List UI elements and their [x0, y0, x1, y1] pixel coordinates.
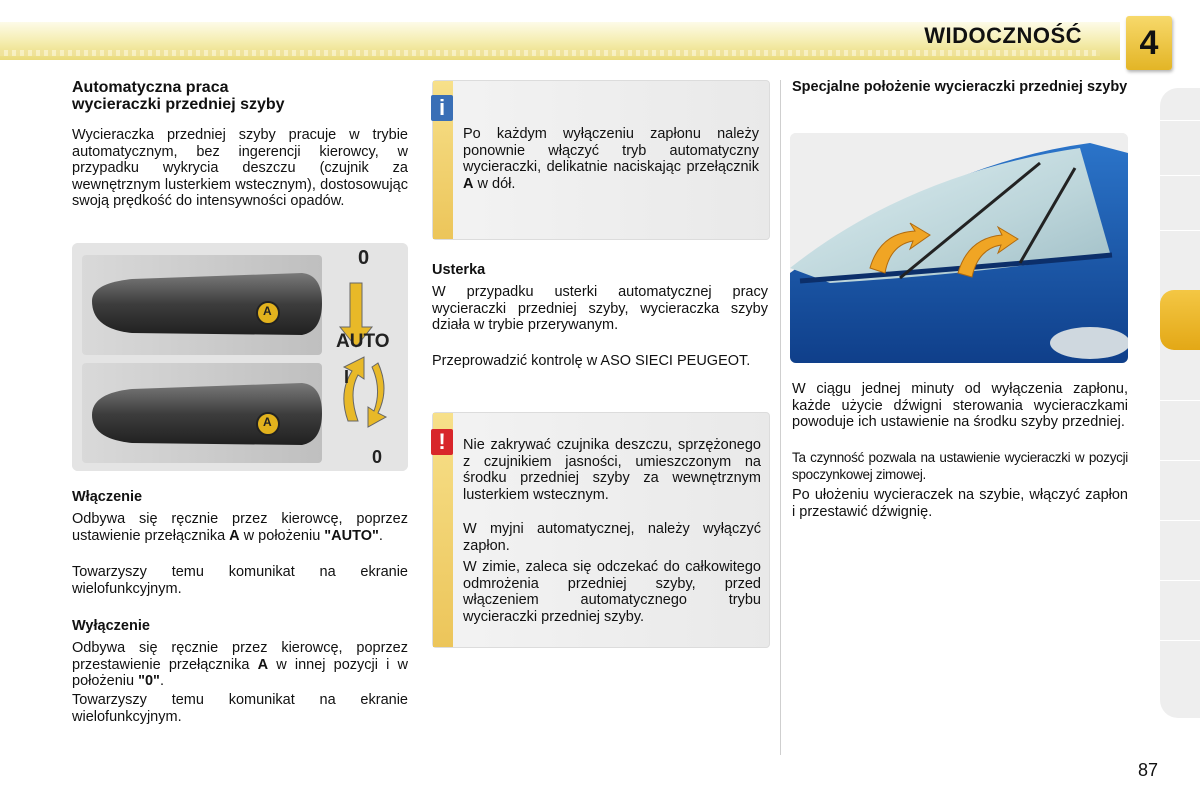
- off-switch-a: A: [257, 656, 269, 673]
- left-title-line2: wycieraczki przedniej szyby: [72, 96, 285, 113]
- on-text-3: .: [378, 527, 383, 544]
- tab-divider: [1160, 230, 1200, 231]
- left-title: [72, 79, 412, 113]
- fault-paragraph-1: W przypadku usterki automatycznej pracy wycieraczki przedniej szyby, wycieraczka szyby działa w trybie przerywanym.: [432, 284, 768, 333]
- tab-divider: [1160, 460, 1200, 461]
- chapter-number-badge: 4: [1126, 16, 1172, 70]
- header-stripes: [0, 50, 1100, 56]
- fault-heading: Usterka: [432, 262, 486, 278]
- tab-divider: [1160, 400, 1200, 401]
- off-text-1: Odbywa się ręcznie przez kierowcę, poprzez przestawienie przełącznika: [72, 640, 408, 673]
- tab-divider: [1160, 520, 1200, 521]
- page-number: 87: [1138, 760, 1159, 780]
- figure-label-i: I: [344, 367, 350, 387]
- warning-icon: !: [431, 429, 453, 455]
- lever-label-a-bottom: A: [263, 415, 272, 429]
- off-position-0: "0": [138, 673, 160, 689]
- info-text-1: Po każdym wyłączeniu zapłonu należy ponownie włączyć tryb automatyczny wycieraczki, delikatnie naciskając przełącznik: [463, 126, 759, 175]
- off-paragraph-2: Towarzyszy temu komunikat na ekranie wielofunkcyjnym.: [72, 692, 408, 725]
- info-text: [463, 126, 759, 192]
- on-position-auto: "AUTO": [324, 527, 379, 544]
- left-intro: Wycieraczka przedniej szyby pracuje w trybie automatycznym, bez ingerencji kierowcy, w przypadku wykrycia deszczu (czujnik za wewnętrznym lusterkiem wstecznym), dostosowując swoją prędkość do intensywności opadów.: [72, 127, 408, 209]
- info-switch-a: A: [463, 175, 474, 192]
- tab-divider: [1160, 640, 1200, 641]
- off-heading: Wyłączenie: [72, 618, 150, 634]
- right-paragraph-1: W ciągu jednej minuty od wyłączenia zapłonu, każde użycie dźwigni sterowania wycieraczkami powoduje ich ustawienie na środku szyby przedniej.: [792, 381, 1128, 430]
- warning-box: [432, 412, 770, 648]
- right-paragraph-3: Po ułożeniu wycieraczek na szybie, włączyć zapłon i przestawić dźwignię.: [792, 487, 1128, 520]
- warning-paragraph-3: W zimie, zaleca się odczekać do całkowitego odmrożenia przedniej szyby, przed włączeniem automatycznego trybu wycieraczki przedniej szyby.: [463, 559, 761, 625]
- figure-label-0-bottom: 0: [372, 447, 383, 467]
- info-box: [432, 80, 770, 240]
- info-icon: i: [431, 95, 453, 121]
- info-text-2: w dół.: [473, 175, 516, 192]
- warning-paragraph-1: Nie zakrywać czujnika deszczu, sprzężonego z czujnikiem jasności, umieszczonym na środku przedniej szyby za wewnętrznym lusterkiem wstecznym.: [463, 437, 761, 503]
- column-divider: [780, 80, 781, 755]
- on-paragraph-1: [72, 511, 408, 544]
- windscreen-illustration: [790, 133, 1128, 363]
- windscreen-figure: [790, 133, 1128, 363]
- lever-label-a-top: A: [263, 304, 272, 318]
- fault-paragraph-2: Przeprowadzić kontrolę w ASO SIECI PEUGEOT.: [432, 353, 751, 369]
- figure-label-0-top: 0: [358, 247, 370, 269]
- right-title: Specjalne położenie wycieraczki przedniej szyby: [792, 79, 1128, 95]
- right-paragraph-2: Ta czynność pozwala na ustawienie wycieraczki w pozycji spoczynkowej zimowej.: [792, 450, 1128, 482]
- wiper-stalk-illustration: [72, 243, 408, 471]
- on-paragraph-2: Towarzyszy temu komunikat na ekranie wielofunkcyjnym.: [72, 564, 408, 597]
- active-chapter-tab: [1160, 290, 1200, 350]
- tab-divider: [1160, 120, 1200, 121]
- on-text-1: Odbywa się ręcznie przez kierowcę, poprzez ustawienie przełącznika: [72, 511, 408, 544]
- tab-divider: [1160, 580, 1200, 581]
- on-switch-a: A: [229, 527, 240, 544]
- on-text-2: w położeniu: [239, 527, 325, 544]
- chapter-tab-strip: [1160, 88, 1200, 718]
- off-text-2: w innej pozycji i w położeniu: [72, 656, 408, 689]
- wiper-stalk-figure: [72, 243, 408, 471]
- off-text-3: .: [159, 673, 164, 689]
- warning-paragraph-2: W myjni automatycznej, należy wyłączyć zapłon.: [463, 521, 761, 554]
- figure-label-auto: AUTO: [336, 331, 390, 352]
- left-title-line1: Automatyczna praca: [72, 79, 229, 96]
- off-paragraph-1: [72, 640, 408, 690]
- section-title: WIDOCZNOŚĆ: [924, 23, 1082, 48]
- on-heading: Włączenie: [72, 489, 143, 505]
- tab-divider: [1160, 175, 1200, 176]
